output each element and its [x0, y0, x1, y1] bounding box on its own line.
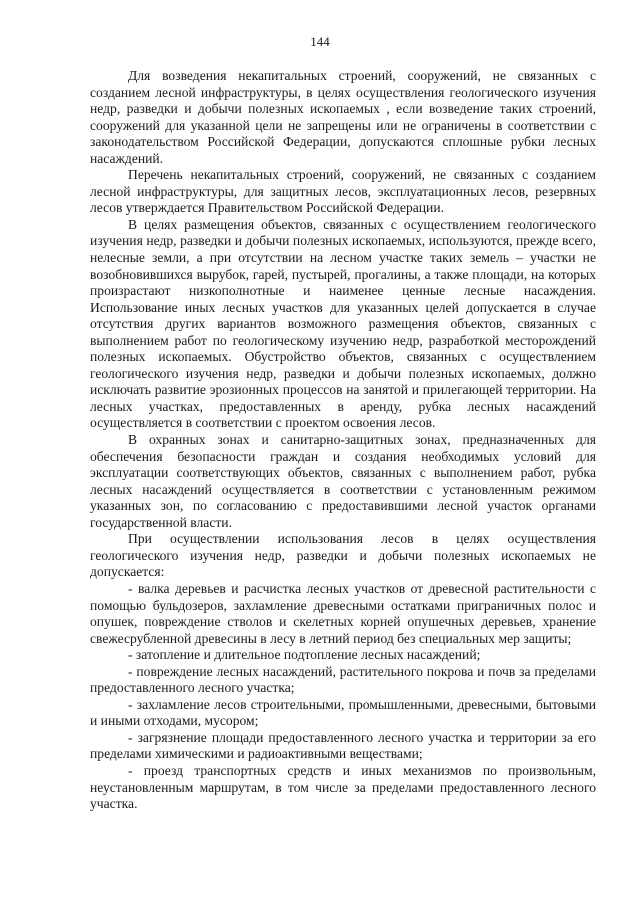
list-item: - валка деревьев и расчистка лесных участков от древесной растительности с помощью бульдозеров, захламление древесными остатками приграничных полос и опушек, повреждение стволов и скелетных корней опушечных деревьев, хранение свежесрубленной древесины в лесу в летний период без специальных мер защиты; [90, 580, 596, 646]
paragraph: Перечень некапитальных строений, сооружений, не связанных с созданием лесной инфраструктуры, для защитных лесов, эксплуатационных лесов, резервных лесов утверждается Правительством Российской Федерации. [90, 167, 596, 216]
paragraph: Для возведения некапитальных строений, сооружений, не связанных с созданием лесной инфраструктуры, в целях осуществления геологического изучения недр, разведки и добычи полезных ископаемых , если возведение таких строений, сооружений для указанной цели не запрещены или не ограничены в соответствии с законодательством Российской Федерации, допускаются сплошные рубки лесных насаждений. [90, 68, 596, 166]
page-number: 144 [310, 34, 330, 49]
list-item: - проезд транспортных средств и иных механизмов по произвольным, неустановленным маршрутам, в том числе за пределами предоставленного лесного участка. [90, 762, 596, 812]
paragraph: В охранных зонах и санитарно-защитных зонах, предназначенных для обеспечения безопасности граждан и создания необходимых условий для эксплуатации соответствующих объектов, связанных с выполнением работ, рубка лесных насаждений осуществляется в соответствии с установленным режимом указанных зон, по согласованию с предоставившими лесной участок органами государственной власти. [90, 432, 596, 530]
paragraph: В целях размещения объектов, связанных с осуществлением геологического изучения недр, разведки и добычи полезных ископаемых, используются, прежде всего, нелесные земли, а при отсутствии на лесном участке таких земель – участки не возобновившихся вырубок, гарей, пустырей, прогалины, а также площади, на которых произрастают низкополнотные и наименее ценные лесные насаждения. Использование иных лесных участков для указанных целей допускается в случае отсутствия других вариантов возможного размещения объектов, связанных с выполнением работ по геологическому изучению недр, разработкой месторождений полезных ископаемых. Обустройство объектов, связанных с осуществлением геологического изучения недр, разведки и добычи полезных ископаемых, должно исключать развитие эрозионных процессов на занятой и прилегающей территории. На лесных участках, предоставленных в аренду, рубка лесных насаждений осуществляется в соответствии с проектом освоения лесов. [90, 216, 596, 431]
list-item: - повреждение лесных насаждений, растительного покрова и почв за пределами предоставленного лесного участка; [90, 663, 596, 696]
list-item: - захламление лесов строительными, промышленными, древесными, бытовыми и иными отходами, мусором; [90, 696, 596, 729]
document-body [90, 68, 596, 813]
paragraph: При осуществлении использования лесов в целях осуществления геологического изучения недр, разведки и добычи полезных ископаемых не допускается: [90, 531, 596, 580]
list-item: - затопление и длительное подтопление лесных насаждений; [128, 647, 481, 663]
list-item: - загрязнение площади предоставленного лесного участка и территории за его пределами химическими и радиоактивными веществами; [90, 729, 596, 762]
